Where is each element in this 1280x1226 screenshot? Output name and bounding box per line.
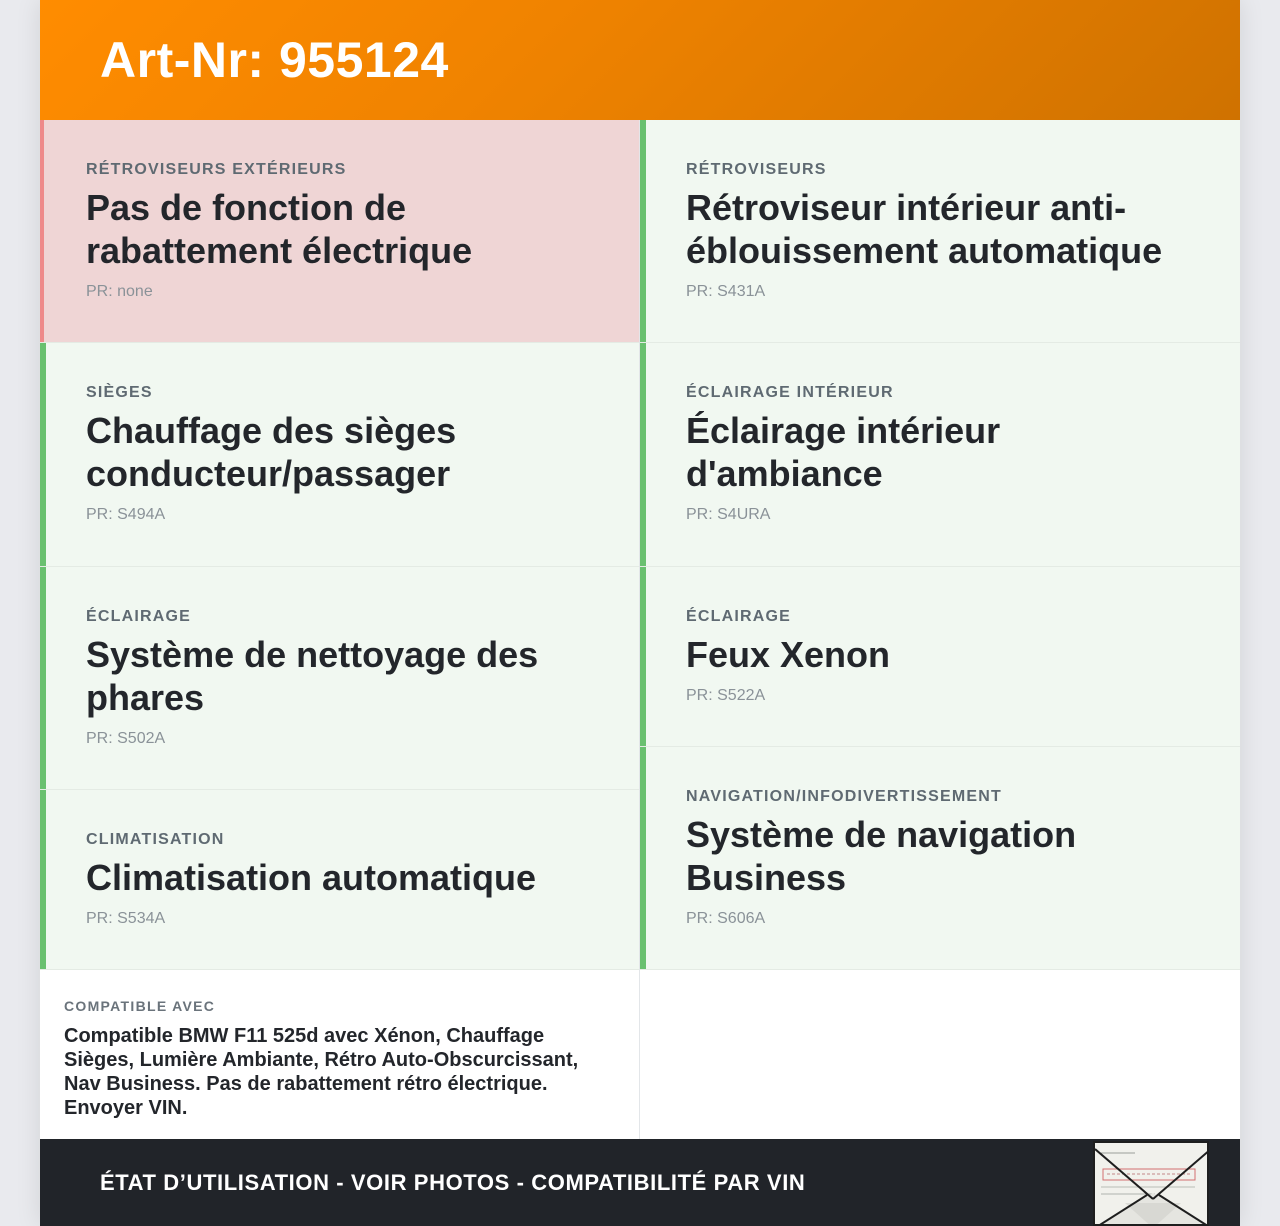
features-column-left: [40, 120, 640, 970]
feature-pr-code: PR: S502A: [86, 730, 166, 747]
feature-pr-code: PR: S522A: [686, 687, 766, 704]
product-sheet: [40, 0, 1240, 1226]
feature-title: Éclairage intérieur d'ambiance: [686, 410, 1001, 494]
feature-title: Feux Xenon: [686, 634, 891, 675]
header-banner: [40, 0, 1240, 120]
feature-pr-code: PR: S534A: [86, 910, 166, 927]
feature-category: ÉCLAIRAGE: [86, 608, 192, 625]
feature-card-ambient-light: [640, 343, 1240, 567]
feature-card-mirror-folding: [40, 120, 639, 343]
feature-pr-code: PR: S431A: [686, 283, 766, 300]
feature-card-climate: [40, 790, 639, 970]
feature-category: NAVIGATION/INFODIVERTISSEMENT: [686, 788, 1002, 805]
feature-title: Système de navigation Business: [686, 814, 1077, 898]
feature-card-seat-heating: [40, 343, 639, 567]
feature-card-headlight-washer: [40, 567, 639, 790]
feature-category: RÉTROVISEURS EXTÉRIEURS: [86, 161, 347, 178]
feature-category: CLIMATISATION: [86, 831, 225, 848]
footer-bar: [40, 1139, 1240, 1226]
compatibility-text: Compatible BMW F11 525d avec Xénon, Chauffage Sièges, Lumière Ambiante, Rétro Auto-Obscurcissant, Nav Business. Pas de rabattement rétro électrique. Envoyer VIN.: [64, 1025, 579, 1119]
envelope-icon: [1095, 1143, 1209, 1226]
feature-category: ÉCLAIRAGE: [686, 608, 792, 625]
feature-pr-code: PR: S4URA: [686, 506, 771, 523]
article-number-title: Art-Nr: 955124: [100, 32, 449, 88]
feature-pr-code: PR: none: [86, 283, 153, 300]
feature-card-xenon: [640, 567, 1240, 747]
feature-category: ÉCLAIRAGE INTÉRIEUR: [686, 384, 894, 401]
feature-title: Système de nettoyage des phares: [86, 634, 539, 718]
feature-title: Climatisation automatique: [86, 857, 537, 898]
features-column-right: [640, 120, 1240, 970]
footer-text: ÉTAT D’UTILISATION - VOIR PHOTOS - COMPATIBILITÉ PAR VIN: [100, 1169, 806, 1195]
features-grid: [40, 120, 1240, 970]
feature-title: Rétroviseur intérieur anti-éblouissement automatique: [686, 187, 1163, 271]
feature-pr-code: PR: S606A: [686, 910, 766, 927]
feature-title: Chauffage des sièges conducteur/passager: [86, 410, 457, 494]
feature-card-auto-dimming-mirror: [640, 120, 1240, 343]
feature-category: RÉTROVISEURS: [686, 161, 827, 178]
feature-category: SIÈGES: [86, 384, 153, 401]
document-photo-thumbnail[interactable]: [1093, 1141, 1209, 1226]
compatibility-section: [40, 970, 640, 1139]
feature-pr-code: PR: S494A: [86, 506, 166, 523]
compatibility-label: COMPATIBLE AVEC: [64, 998, 216, 1014]
feature-card-navigation: [640, 747, 1240, 970]
feature-title: Pas de fonction de rabattement électrique: [86, 187, 473, 271]
